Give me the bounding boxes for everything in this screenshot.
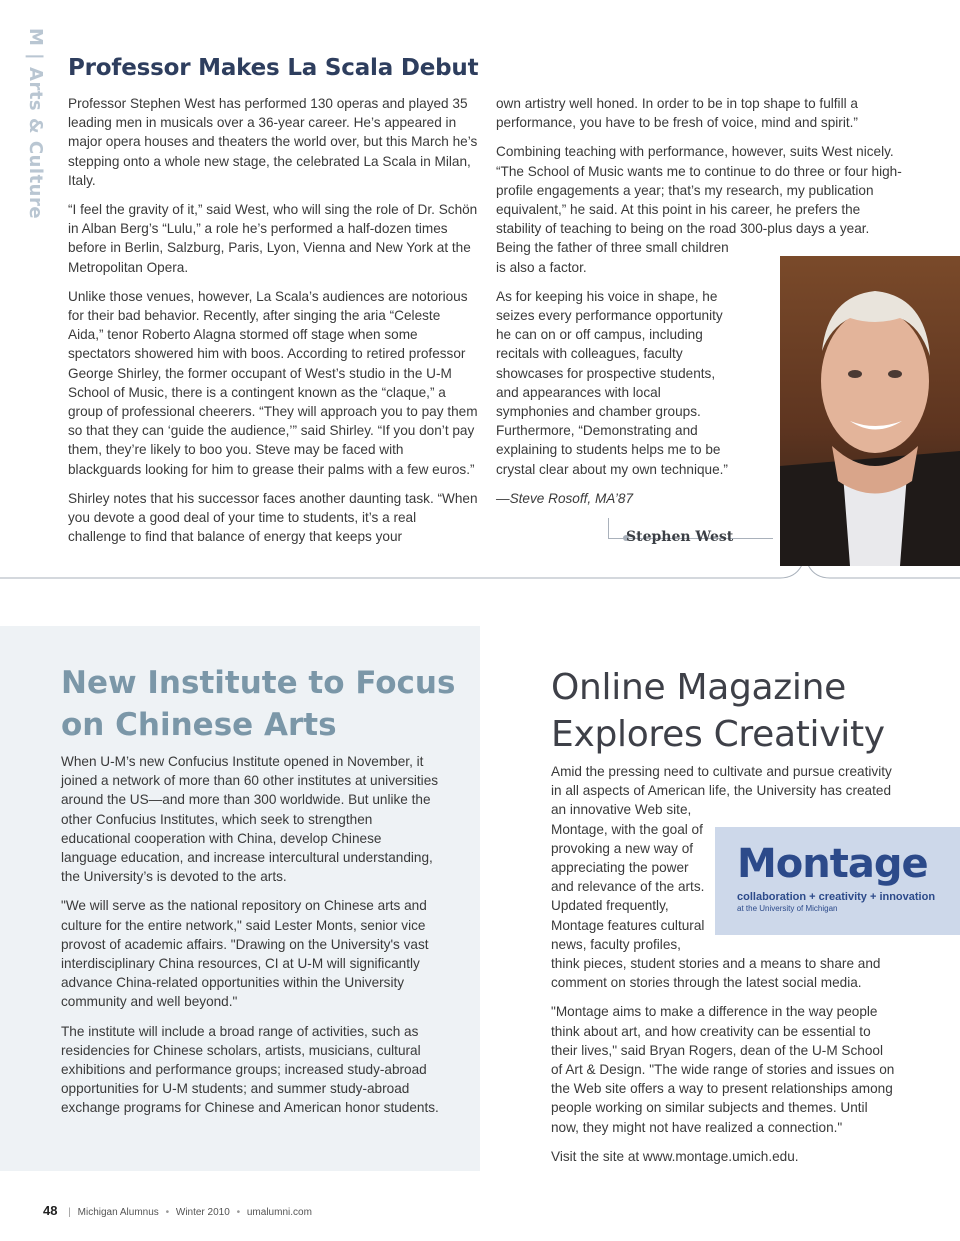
- montage-logo-tagline: collaboration + creativity + innovation: [737, 891, 936, 903]
- paragraph: As for keeping his voice in shape, he seizes every performance opportunity he can on or off campus, including recitals with colleagues, faculty showcases for prospective students, and appearances with local symphonies and chamber groups. Furthermore, “Demonstrating and explaining to students helps me to be crystal clear about my own technique.”: [496, 288, 728, 477]
- paragraph: Professor Stephen West has performed 130 operas and played 35 leading men in musicals over a 36-year career. He’s appeared in major opera houses and theaters the world over, but this March he’s stepping onto a whole new stage, the celebrated La Scala in Milan, Italy.: [68, 96, 478, 188]
- paragraph: Montage, with the goal of provoking a new way of appreciating the power and relevance of the arts. Updated frequently, Montage features cultural news, faculty profiles,: [551, 821, 705, 952]
- footer-website: umalumni.com: [246, 1207, 312, 1218]
- montage-logo: [715, 827, 960, 935]
- article-chinese-arts-body: [61, 752, 441, 1128]
- paragraph: When U-M’s new Confucius Institute opened in November, it joined a network of more than 60 other institutes at universities around the US—and more than 300 worldwide. But unlike the other Confucius Institutes, which seek to strengthen educational cooperation with China, develop Chinese language education, and increase intercultural understanding, the University’s is devoted to the arts.: [61, 754, 439, 885]
- article-title-chinese-arts: New Institute to Focus on Chinese Arts: [61, 665, 456, 743]
- paragraph: think pieces, student stories and a means to share and comment on stories through the latest social media.: [551, 956, 881, 991]
- paragraph: Amid the pressing need to cultivate and pursue creativity in all aspects of American life, the University has created an innovative Web site,: [551, 764, 892, 818]
- section-tag-label: M | Arts & Culture: [25, 28, 46, 220]
- paragraph: "We will serve as the national repository on Chinese arts and culture for the entire network," said Lester Monts, senior vice provost of academic affairs. "Drawing on the University's vast interdisciplinary China resources, CI at U-M will significantly advance China-related opportunities within the University community and well beyond.": [61, 898, 429, 1010]
- footer-separator: |: [68, 1207, 71, 1218]
- montage-logo-title: Montage: [737, 841, 928, 887]
- page-footer: [43, 1203, 312, 1218]
- paragraph: Visit the site at www.montage.umich.edu.: [551, 1148, 799, 1164]
- portrait-illustration: [780, 256, 960, 566]
- paragraph: Combining teaching with performance, however, suits West nicely. “The School of Music wants me to continue to do three or four high-profile engagements a year; that’s my research, my publication equivalent,” he said. At this point in his career, he prefers the stability of teaching to being on the road 300-plus days a year.: [496, 144, 902, 237]
- footer-bullet-icon: •: [236, 1207, 241, 1218]
- article-la-scala-column-1: [68, 94, 478, 556]
- stephen-west-photo: [780, 256, 960, 566]
- publication-name: Michigan Alumnus: [77, 1207, 159, 1218]
- paragraph: Shirley notes that his successor faces another daunting task. “When you devote a good deal of your time to students, it’s a real challenge to find that balance of energy that keeps your: [68, 490, 478, 545]
- page-number: 48: [43, 1203, 58, 1218]
- paragraph: The institute will include a broad range of activities, such as residencies for Chinese scholars, artists, musicians, cultural exhibitions and performance groups; increased study-abroad opportunities for U-M students; and summer study-abroad exchange programs for Chinese and American honor students.: [61, 1023, 439, 1116]
- montage-logo-subline: at the University of Michigan: [737, 904, 838, 913]
- paragraph: own artistry well honed. In order to be in top shape to fulfill a performance, you have to be fresh of voice, mind and spirit.”: [496, 96, 858, 131]
- paragraph: Being the father of three small children is also a factor.: [496, 240, 729, 275]
- section-divider: [0, 566, 960, 586]
- section-tag: [25, 28, 48, 220]
- paragraph: Unlike those venues, however, La Scala’s audiences are notorious for their bad behavior. Recently, after singing the aria “Celeste Aida,” tenor Roberto Alagna stormed off stage when some spectators showered him with boos. According to retired professor George Shirley, the former occupant of West’s studio in the U-M School of Music, there is a contingent known as the “claque,” a group of professional cheerers. “They will approach you to pay them so that they can ‘guide the audience,’” said Shirley. “If you don’t pay them, they’re likely to boo you. Steve may be faced with blackguards looking for him to grease their palms with a few euros.”: [68, 288, 478, 477]
- attribution: —Steve Rosoff, MA’87: [496, 490, 633, 506]
- article-title-online-magazine: Online Magazine Explores Creativity: [551, 667, 885, 755]
- photo-caption: Stephen West: [626, 529, 734, 545]
- footer-bullet-icon: •: [165, 1207, 170, 1218]
- issue-date: Winter 2010: [175, 1207, 230, 1218]
- paragraph: “I feel the gravity of it,” said West, who will sing the role of Dr. Schön in Alban Berg’s “Lulu,” a role he’s performed a half-dozen times before in Berlin, Salzburg, Paris, Lyon, Vienna and New York at the Metropolitan Opera.: [68, 202, 478, 275]
- article-online-magazine-body: [551, 762, 896, 1176]
- paragraph: "Montage aims to make a difference in the way people think about art, and how creativity can be essential to their lives," said Bryan Rogers, dean of the U-M School of Art & Design. "The wide range of stories and issues on the Web site offers a way to present relationships among people working on similar subjects and themes. Until now, they might not have realized a connection.": [551, 1004, 895, 1135]
- article-title-la-scala: Professor Makes La Scala Debut: [68, 55, 479, 81]
